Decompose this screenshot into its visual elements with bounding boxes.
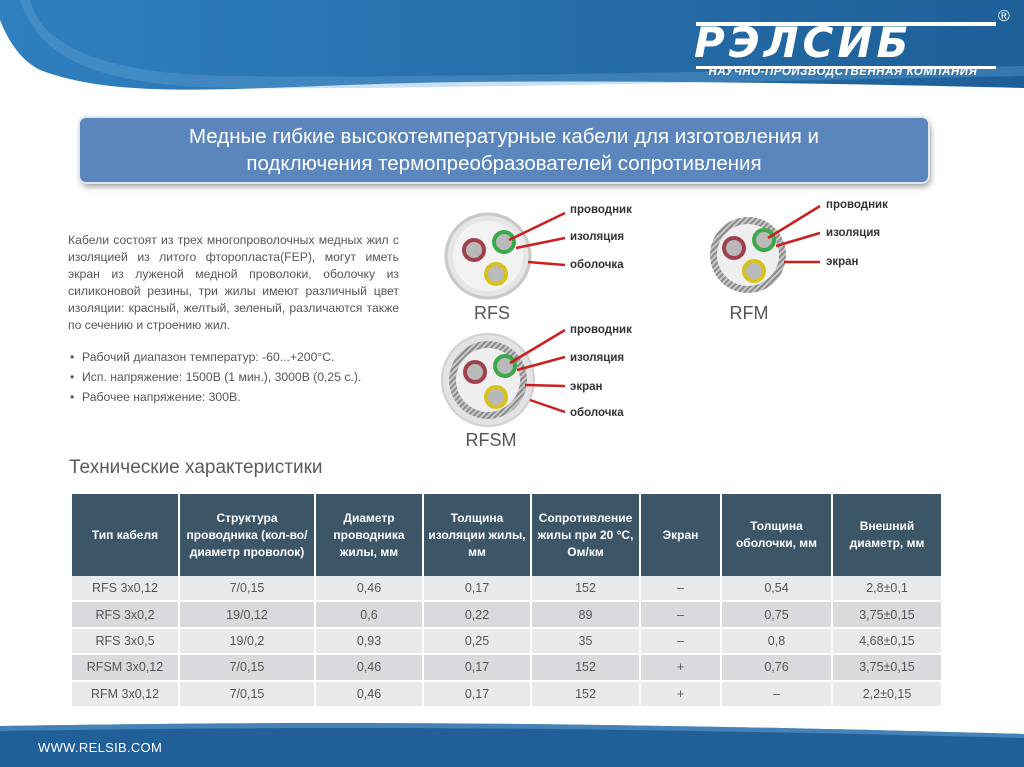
cell-insulation-thickness: 0,17 — [423, 681, 531, 707]
cell-screen: – — [640, 628, 721, 654]
rfm-label-insulation: изоляция — [826, 227, 881, 239]
cell-resistance: 152 — [531, 576, 640, 601]
table-header-row — [72, 494, 941, 576]
cell-conductor-diameter: 0,93 — [315, 628, 423, 654]
cell-screen: + — [640, 681, 721, 707]
title-line-2: подключения термопреобразователей сопротивления — [246, 152, 762, 175]
col-header-structure: Структура проводника (кол-во/диаметр проволок) — [179, 494, 315, 576]
rfm-label-screen: экран — [826, 256, 859, 268]
cell-structure: 7/0,15 — [179, 576, 315, 601]
tech-heading: Технические характеристики — [69, 457, 323, 478]
table-row — [72, 576, 941, 601]
rfm-name: RFM — [729, 303, 769, 323]
col-header-insulation-thickness: Толщина изоляции жилы, мм — [423, 494, 531, 576]
rfsm-diagram — [442, 324, 632, 450]
cell-insulation-thickness: 0,17 — [423, 654, 531, 680]
rfs-label-insulation: изоляция — [570, 231, 625, 243]
table-row — [72, 681, 941, 707]
cell-structure: 7/0,15 — [179, 681, 315, 707]
cell-conductor-diameter: 0,6 — [315, 601, 423, 627]
rfs-label-conductor: проводник — [570, 204, 632, 216]
cell-outer-diameter: 4,68±0,15 — [832, 628, 941, 654]
registered-mark: ® — [998, 8, 1010, 25]
cell-conductor-diameter: 0,46 — [315, 576, 423, 601]
cell-cable-type: RFSM 3х0,12 — [72, 654, 179, 680]
cell-outer-diameter: 3,75±0,15 — [832, 601, 941, 627]
rfs-arrow-sheath — [528, 262, 565, 265]
cell-sheath-thickness: – — [721, 681, 832, 707]
cable-description: Кабели состоят из трех многопроволочных медных жил с изоляцией из литого фторопласта(FEP), могут иметь экран из луженой медной проволоки, оболочку из силиконовой резины, три жилы имеют различный цвет изоляции: красный, желтый, зеленый, различаются также по сечению и строению жил. — [68, 233, 399, 332]
rfs-name: RFS — [474, 303, 510, 323]
cell-structure: 19/0,12 — [179, 601, 315, 627]
cell-resistance: 89 — [531, 601, 640, 627]
cell-sheath-thickness: 0,75 — [721, 601, 832, 627]
cell-resistance: 35 — [531, 628, 640, 654]
rfsm-label-conductor: проводник — [570, 324, 632, 336]
cell-insulation-thickness: 0,17 — [423, 576, 531, 601]
cell-outer-diameter: 3,75±0,15 — [832, 654, 941, 680]
bullet-test-voltage: • Исп. напряжение: 1500В (1 мин.), 3000В (0,25 с.). — [68, 367, 408, 387]
rfm-arrow-conductor — [768, 206, 820, 238]
bullet-working-voltage: • Рабочее напряжение: 300В. — [68, 387, 408, 407]
cell-outer-diameter: 2,2±0,15 — [832, 681, 941, 707]
rfm-label-conductor: проводник — [826, 199, 888, 211]
cell-outer-diameter: 2,8±0,1 — [832, 576, 941, 601]
logo-wordmark: РЭЛСИБ — [694, 18, 913, 67]
footer-website-link[interactable]: WWW.RELSIB.COM — [38, 740, 163, 755]
cell-structure: 19/0,2 — [179, 628, 315, 654]
rfsm-arrow-sheath — [530, 400, 565, 412]
rfs-diagram — [446, 204, 632, 323]
cell-insulation-thickness: 0,22 — [423, 601, 531, 627]
cell-resistance: 152 — [531, 654, 640, 680]
rfm-diagram — [710, 199, 888, 323]
col-header-sheath-thickness: Толщина оболочки, мм — [721, 494, 832, 576]
spec-table — [72, 494, 941, 708]
rfsm-arrow-screen — [525, 385, 565, 386]
table-row — [72, 601, 941, 627]
col-header-screen: Экран — [640, 494, 721, 576]
cell-conductor-diameter: 0,46 — [315, 654, 423, 680]
rfs-label-sheath: оболочка — [570, 259, 624, 271]
cell-resistance: 152 — [531, 681, 640, 707]
cell-conductor-diameter: 0,46 — [315, 681, 423, 707]
cell-sheath-thickness: 0,54 — [721, 576, 832, 601]
cell-cable-type: RFS 3х0,12 — [72, 576, 179, 601]
col-header-cable-type: Тип кабеля — [72, 494, 179, 576]
rfsm-label-insulation: изоляция — [570, 352, 625, 364]
col-header-outer-diameter: Внешний диаметр, мм — [832, 494, 941, 576]
cell-sheath-thickness: 0,8 — [721, 628, 832, 654]
cell-cable-type: RFS 3х0,5 — [72, 628, 179, 654]
table-row — [72, 628, 941, 654]
rfsm-label-screen: экран — [570, 381, 603, 393]
rfsm-name: RFSM — [465, 430, 517, 450]
cell-screen: – — [640, 601, 721, 627]
cell-structure: 7/0,15 — [179, 654, 315, 680]
title-line-1: Медные гибкие высокотемпературные кабели для изготовления и — [189, 125, 819, 148]
rfsm-label-sheath: оболочка — [570, 407, 624, 419]
table-row — [72, 654, 941, 680]
cell-screen: + — [640, 654, 721, 680]
cell-screen: – — [640, 576, 721, 601]
col-header-resistance: Сопротивление жилы при 20 °С, Ом/км — [531, 494, 640, 576]
logo-subtitle: НАУЧНО-ПРОИЗВОДСТВЕННАЯ КОМПАНИЯ — [708, 66, 978, 78]
cell-cable-type: RFS 3х0,2 — [72, 601, 179, 627]
cell-cable-type: RFM 3х0,12 — [72, 681, 179, 707]
bullet-temperature: • Рабочий диапазон температур: -60...+200°С. — [68, 347, 408, 367]
col-header-conductor-diameter: Диаметр проводника жилы, мм — [315, 494, 423, 576]
cell-sheath-thickness: 0,76 — [721, 654, 832, 680]
cell-insulation-thickness: 0,25 — [423, 628, 531, 654]
